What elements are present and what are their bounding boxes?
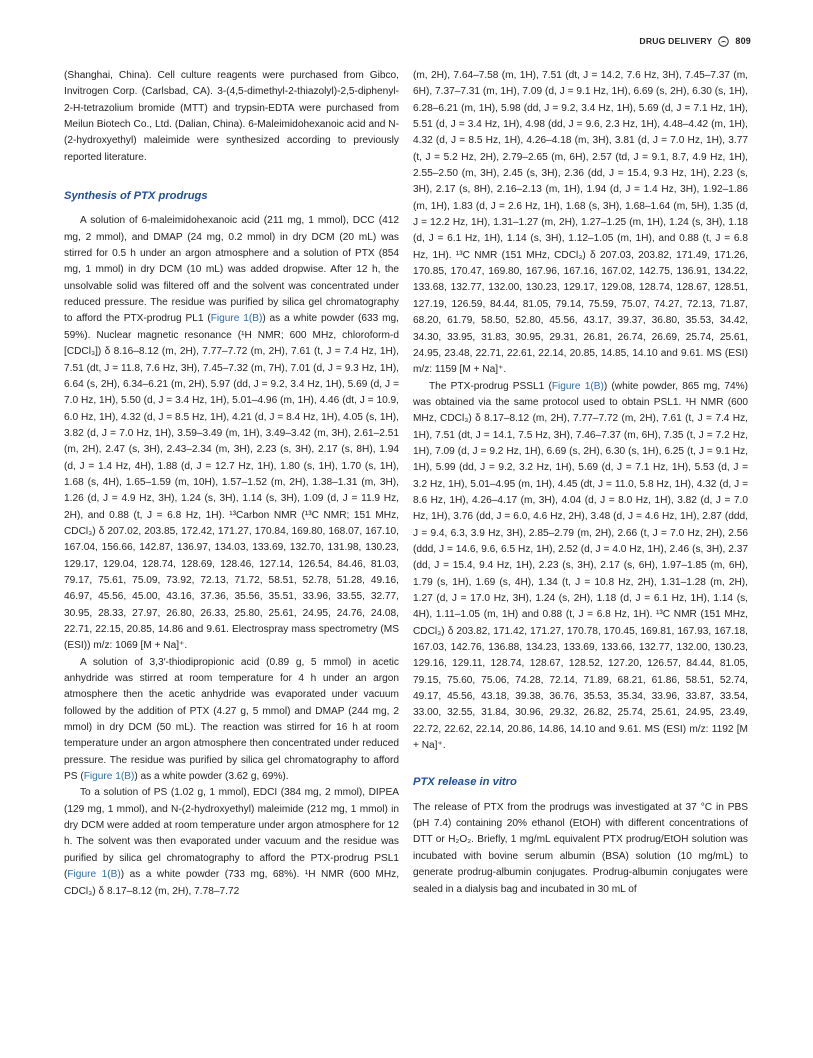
journal-name: DRUG DELIVERY <box>639 36 713 46</box>
right-column <box>413 68 748 898</box>
section-heading-synthesis: Synthesis of PTX prodrugs <box>64 190 208 203</box>
psl1-nmr-paragraph: (m, 2H), 7.64–7.58 (m, 1H), 7.51 (dt, J = 14.2, 7.6 Hz, 3H), 7.45–7.37 (m, 6H), 7.37–7.31 (m, 1H), 7.09 (d, J = 9.1 Hz, 1H), 6.69 (s, 2H), 6.30 (s, 1H), 6.28–6.21 (m, 1H), 5.98 (dd, J = 9.2, 3.4 Hz, 1H), 5.69 (d, J = 7.1 Hz, 1H), 5.51 (d, J = 3.4 Hz, 1H), 4.98 (dd, J = 9.6, 2.3 Hz, 1H), 4.48–4.42 (m, 1H), 4.32 (d, J = 8.5 Hz, 1H), 4.26–4.18 (m, 3H), 3.81 (d, J = 7.0 Hz, 1H), 3.77 (t, J = 5.2 Hz, 2H), 2.79–2.65 (m, 6H), 2.57 (td, J = 9.1, 8.7, 4.9 Hz, 1H), 2.55–2.50 (m, 3H), 2.45 (s, 3H), 2.36 (dd, J = 15.4, 9.3 Hz, 1H), 2.23 (s, 3H), 2.17 (s, 8H), 2.16–2.13 (m, 1H), 1.94 (d, J = 1.4 Hz, 3H), 1.92–1.86 (m, 1H), 1.83 (d, J = 2.6 Hz, 1H), 1.68 (s, 3H), 1.68–1.64 (m, 5H), 1.35 (d, J = 12.2 Hz, 1H), 1.31–1.27 (m, 2H), 1.27–1.25 (m, 1H), 1.24 (s, 3H), 1.18 (d, J = 6.1 Hz, 1H), 1.14 (s, 3H), 1.12–1.05 (m, 1H), and 0.88 (t, J = 6.8 Hz, 1H). ¹³C NMR (151 MHz, CDCl₃) δ 207.03, 203.82, 171.49, 171.26, 170.85, 170.47, 169.80, 167.96, 167.16, 167.02, 142.75, 136.91, 134.22, 133.68, 132.77, 132.00, 130.23, 129.17, 129.08, 128.74, 128.67, 128.51, 127.19, 126.59, 84.44, 81.05, 79.14, 75.59, 75.07, 74.27, 72.13, 71.87, 68.20, 61.79, 58.50, 52.80, 45.56, 43.17, 39.37, 36.80, 35.53, 34.42, 34.30, 33.95, 31.83, 30.95, 29.31, 26.81, 26.74, 26.69, 25.74, 25.61, 24.95, 23.48, 22.71, 22.61, 22.14, 20.85, 14.85, 14.10 and 9.61. MS (ESI) m/z: 1159 [M + Na]⁺. <box>413 70 748 376</box>
figure-link[interactable]: Figure 1(B) <box>83 771 135 783</box>
pssl1-text-a: The PTX-prodrug PSSL1 ( <box>429 380 552 392</box>
pl1-synthesis-paragraph <box>64 213 399 654</box>
psl1-text-a: To a solution of PS (1.02 g, 1 mmol), EDCI (384 mg, 2 mmol), DIPEA (129 mg, 1 mmol), and N-(2-hydroxyethyl) maleimide (212 mg, 1 mmol) in dry DCM were added at room temperature under argon atmosphere for 12 h. The solvent was then evaporated under vacuum and the residue was purified by silica gel chromatography to afford the PTX-prodrug PSL1 ( <box>64 787 399 881</box>
running-header <box>639 34 751 48</box>
pl1-text-a: A solution of 6-maleimidohexanoic acid (211 mg, 1 mmol), DCC (412 mg, 2 mmol), and DMAP (24 mg, 0.2 mmol) in dry DCM (20 mL) was stirred for 0.5 h under an argon atmosphere and a solution of PTX (854 mg, 1 mmol) in dry DCM (10 mL) was added dropwise. After 12 h, the unsolvable solid was filtered off and the solvent was concentrated under reduced pressure. The residue was purified by silica gel chromatography to afford the PTX-prodrug PL1 ( <box>64 215 399 325</box>
psl1-text-b: ) as a white powder (733 mg, 68%). ¹H NMR (600 MHz, CDCl₃) δ 8.17–8.12 (m, 2H), 7.78–7.72 <box>64 869 400 897</box>
ps-text-b: ) as a white powder (3.62 g, 69%). <box>134 771 289 783</box>
figure-link[interactable]: Figure 1(B) <box>551 380 604 392</box>
ps-text-a: A solution of 3,3′-thiodipropionic acid (0.89 g, 5 mmol) in acetic anhydride was stirred at room temperature for 4 h under an argon atmosphere then the acetic anhydride was evaporated under vacuum followed by the addition of PTX (4.27 g, 5 mmol) and DMAP (244 mg, 2 mmol) in dry DCM (50 mL). The reaction was stirred for 16 h at room temperature under an argon atmosphere then concentrated under reduced pressure. The residue was purified by silica gel chromatography to afford PS ( <box>64 656 399 783</box>
pssl1-text-b: ) (white powder, 865 mg, 74%) was obtained via the same protocol used to obtain PSL1. ¹H NMR (600 MHz, CDCl₃) δ 8.17–8.12 (m, 2H), 7.77–7.72 (m, 2H), 7.61 (t, J = 7.4 Hz, 1H), 7.51 (dt, J = 14.1, 7.5 Hz, 3H), 7.46–7.37 (m, 6H), 7.35 (t, J = 7.2 Hz, 1H), 7.09 (d, J = 9.2 Hz, 1H), 6.69 (s, 2H), 6.30 (s, 1H), 6.25 (t, J = 9.1 Hz, 1H), 5.99 (dd, J = 9.2, 3.2 Hz, 1H), 5.69 (d, J = 7.1 Hz, 1H), 5.53 (d, J = 3.2 Hz, 1H), 5.01–4.95 (m, 1H), 4.45 (dt, J = 11.0, 5.8 Hz, 1H), 4.32 (d, J = 8.6 Hz, 1H), 4.26–4.17 (m, 3H), 4.04 (d, J = 8.0 Hz, 1H), 3.82 (d, J = 7.0 Hz, 1H), 3.76 (dd, J = 6.0, 4.6 Hz, 2H), 3.48 (d, J = 4.6 Hz, 1H), 2.87 (ddd, J = 9.4, 6.3, 3.9 Hz, 3H), 2.85–2.79 (m, 2H), 2.66 (t, J = 7.0 Hz, 2H), 2.56 (ddd, J = 14.6, 9.6, 6.5 Hz, 1H), 2.52 (d, J = 4.0 Hz, 1H), 2.46 (s, 3H), 2.37 (dd, J = 15.4, 9.4 Hz, 1H), 2.23 (s, 3H), 2.17 (s, 6H), 1.97–1.85 (m, 6H), 1.79 (s, 1H), 1.69 (s, 4H), 1.34 (t, J = 10.8 Hz, 2H), 1.31–1.28 (m, 2H), 1.27 (d, J = 17.0 Hz, 3H), 1.24 (s, 2H), 1.18 (d, J = 6.1 Hz, 1H), 1.14 (s, 4H), 1.11–1.05 (m, 1H) and 0.88 (t, J = 6.8 Hz, 1H). ¹³C NMR (151 MHz, CDCl₃) δ 203.82, 171.42, 171.27, 170.78, 170.45, 169.81, 167.93, 167.18, 167.03, 142.76, 136.88, 134.23, 133.69, 133.66, 132.77, 132.00, 130.23, 129.16, 129.11, 128.74, 128.67, 128.52, 127.20, 126.57, 84.44, 81.05, 79.15, 75.60, 75.06, 74.28, 72.14, 71.89, 68.21, 61.86, 58.51, 52.74, 49.17, 45.56, 43.18, 39.38, 36.76, 35.53, 35.34, 33.96, 33.87, 33.54, 33.00, 32.55, 31.84, 30.96, 29.32, 26.82, 25.74, 25.61, 24.95, 23.49, 22.72, 22.62, 22.14, 20.86, 14.86, 14.10 and 9.61. MS (ESI) m/z: 1192 [M + Na]⁺. <box>413 380 748 752</box>
psl1-synthesis-paragraph <box>64 785 399 899</box>
pl1-text-b: ) as a white powder (633 mg, 59%). Nuclear magnetic resonance (¹H NMR; 600 MHz, chloroform-d [CDCl₃]) δ 8.16–8.12 (m, 2H), 7.77–7.72 (m, 2H), 7.61 (t, J = 7.4 Hz, 1H), 7.51 (dt, J = 11.8, 7.6 Hz, 3H), 7.45–7.32 (m, 7H), 7.01 (d, J = 9.3 Hz, 1H), 6.64 (s, 2H), 6.34–6.21 (m, 2H), 5.97 (dd, J = 9.2, 3.4 Hz, 1H), 5.69 (d, J = 7.0 Hz, 1H), 5.50 (d, J = 3.4 Hz, 1H), 5.01–4.96 (m, 1H), 4.46 (dt, J = 10.9, 6.0 Hz, 1H), 4.32 (d, J = 8.5 Hz, 1H), 4.21 (d, J = 8.4 Hz, 1H), 4.05 (s, 1H), 3.82 (d, J = 7.0 Hz, 1H), 3.59–3.49 (m, 1H), 3.49–3.42 (m, 3H), 2.61–2.51 (m, 2H), 2.47 (s, 3H), 2.43–2.34 (m, 3H), 2.23 (s, 3H), 2.17 (s, 8H), 1.94 (d, J = 1.4 Hz, 4H), 1.88 (d, J = 12.7 Hz, 1H), 1.80 (s, 1H), 1.70 (s, 1H), 1.68 (s, 4H), 1.65–1.59 (m, 10H), 1.57–1.52 (m, 2H), 1.38–1.31 (m, 3H), 1.26 (d, J = 4.9 Hz, 3H), 1.24 (s, 3H), 1.14 (s, 3H), 1.09 (d, J = 11.9 Hz, 2H), and 0.88 (t, J = 6.8 Hz, 1H). ¹³Carbon NMR (¹³C NMR; 151 MHz, CDCl₃) δ 207.02, 203.85, 172.42, 171.27, 170.84, 169.80, 168.07, 167.10, 167.04, 156.66, 142.87, 136.97, 134.03, 133.69, 132.70, 131.98, 130.23, 129.17, 129.04, 128.74, 128.69, 128.46, 127.14, 126.54, 84.46, 81.03, 79.17, 75.61, 75.09, 73.92, 72.13, 71.72, 58.51, 52.78, 51.28, 49.16, 46.97, 45.56, 45.00, 43.16, 37.36, 35.56, 35.51, 33.96, 33.55, 32.77, 30.95, 28.33, 27.97, 26.80, 26.33, 25.80, 25.61, 24.95, 24.76, 24.08, 22.71, 22.15, 20.85, 14.86 and 9.61. Electrospray mass spectrometry (MS (ESI)) m/z: 1069 [M + Na]⁺. <box>64 313 399 652</box>
figure-link[interactable]: Figure 1(B) <box>210 313 263 325</box>
publisher-logo-icon <box>718 36 729 47</box>
section-heading-release: PTX release in vitro <box>413 776 517 789</box>
materials-paragraph: (Shanghai, China). Cell culture reagents were purchased from Gibco, Invitrogen Corp. (Carlsbad, CA). 3-(4,5-dimethyl-2-thiazolyl)-2,5-diphenyl-2-H-tetrazolium bromide (MTT) and trypsin-EDTA were purchased from Meilun Biotech Co., Ltd. (Dalian, China). 6-Maleimidohexanoic acid and N-(2-hydroxyethyl) maleimide were synthesized according to previously reported literature. <box>64 70 399 163</box>
pssl1-synthesis-paragraph <box>413 379 748 755</box>
ps-synthesis-paragraph <box>64 655 399 786</box>
left-column <box>64 68 399 900</box>
release-paragraph: The release of PTX from the prodrugs was investigated at 37 °C in PBS (pH 7.4) containing 20% ethanol (EtOH) with different concentrations of DTT or H₂O₂. Briefly, 1 mg/mL equivalent PTX prodrug/EtOH solution was incubated with bovine serum albumin (BSA) solution (10 mg/mL) to generate prodrug-albumin conjugates. Prodrug-albumin conjugates were sealed in a dialysis bag and incubated in 30 mL of <box>413 801 748 895</box>
figure-link[interactable]: Figure 1(B) <box>67 869 121 881</box>
page-number: 809 <box>735 36 751 46</box>
